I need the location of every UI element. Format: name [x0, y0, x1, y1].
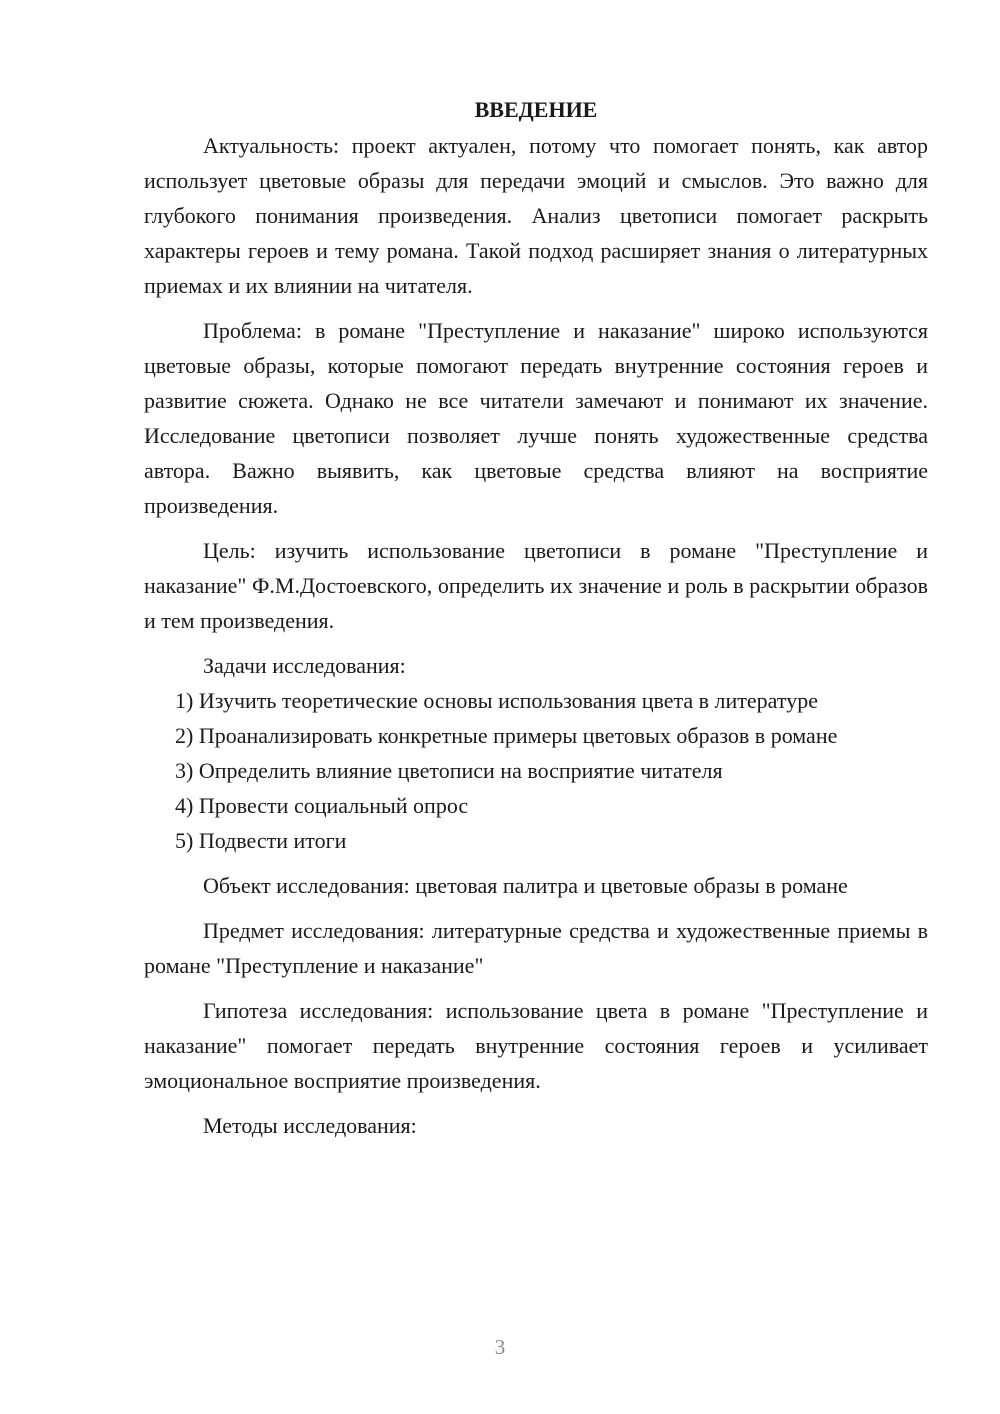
paragraph-goal: Цель: изучить использование цветописи в романе "Преступление и наказание" Ф.М.Достоевского, определить их значение и роль в раскрытии образов и тем произведения.	[144, 538, 928, 633]
paragraph-hypothesis: Гипотеза исследования: использование цвета в романе "Преступление и наказание" помогает передать внутренние состояния героев и усиливает эмоциональное восприятие произведения.	[144, 998, 928, 1093]
page-number: 3	[494, 1335, 506, 1359]
task-item-1: 1) Изучить теоретические основы использования цвета в литературе	[175, 688, 818, 713]
paragraph-relevance: Актуальность: проект актуален, потому что помогает понять, как автор использует цветовые образы для передачи эмоций и смыслов. Это важно для глубокого понимания произведения. Анализ цветописи помогает раскрыть характеры героев и тему романа. Такой подход расширяет знания о литературных приемах и их влиянии на читателя.	[144, 133, 928, 298]
page-content	[144, 92, 928, 1143]
task-item-4: 4) Провести социальный опрос	[175, 793, 469, 818]
paragraph-methods: Методы исследования:	[203, 1113, 417, 1138]
paragraph-object: Объект исследования: цветовая палитра и цветовые образы в романе	[203, 873, 848, 898]
paragraph-subject: Предмет исследования: литературные средства и художественные приемы в романе "Преступление и наказание"	[144, 918, 928, 978]
paragraph-problem: Проблема: в романе "Преступление и наказание" широко используются цветовые образы, которые помогают передать внутренние состояния героев и развитие сюжета. Однако не все читатели замечают и понимают их значение. Исследование цветописи позволяет лучше понять художественные средства автора. Важно выявить, как цветовые средства влияют на восприятие произведения.	[144, 318, 928, 518]
task-item-2: 2) Проанализировать конкретные примеры цветовых образов в романе	[175, 723, 838, 748]
paragraph-tasks-heading: Задачи исследования:	[203, 653, 406, 678]
task-item-5: 5) Подвести итоги	[175, 828, 347, 853]
section-heading: ВВЕДЕНИЕ	[474, 97, 598, 122]
task-item-3: 3) Определить влияние цветописи на восприятие читателя	[175, 758, 723, 783]
